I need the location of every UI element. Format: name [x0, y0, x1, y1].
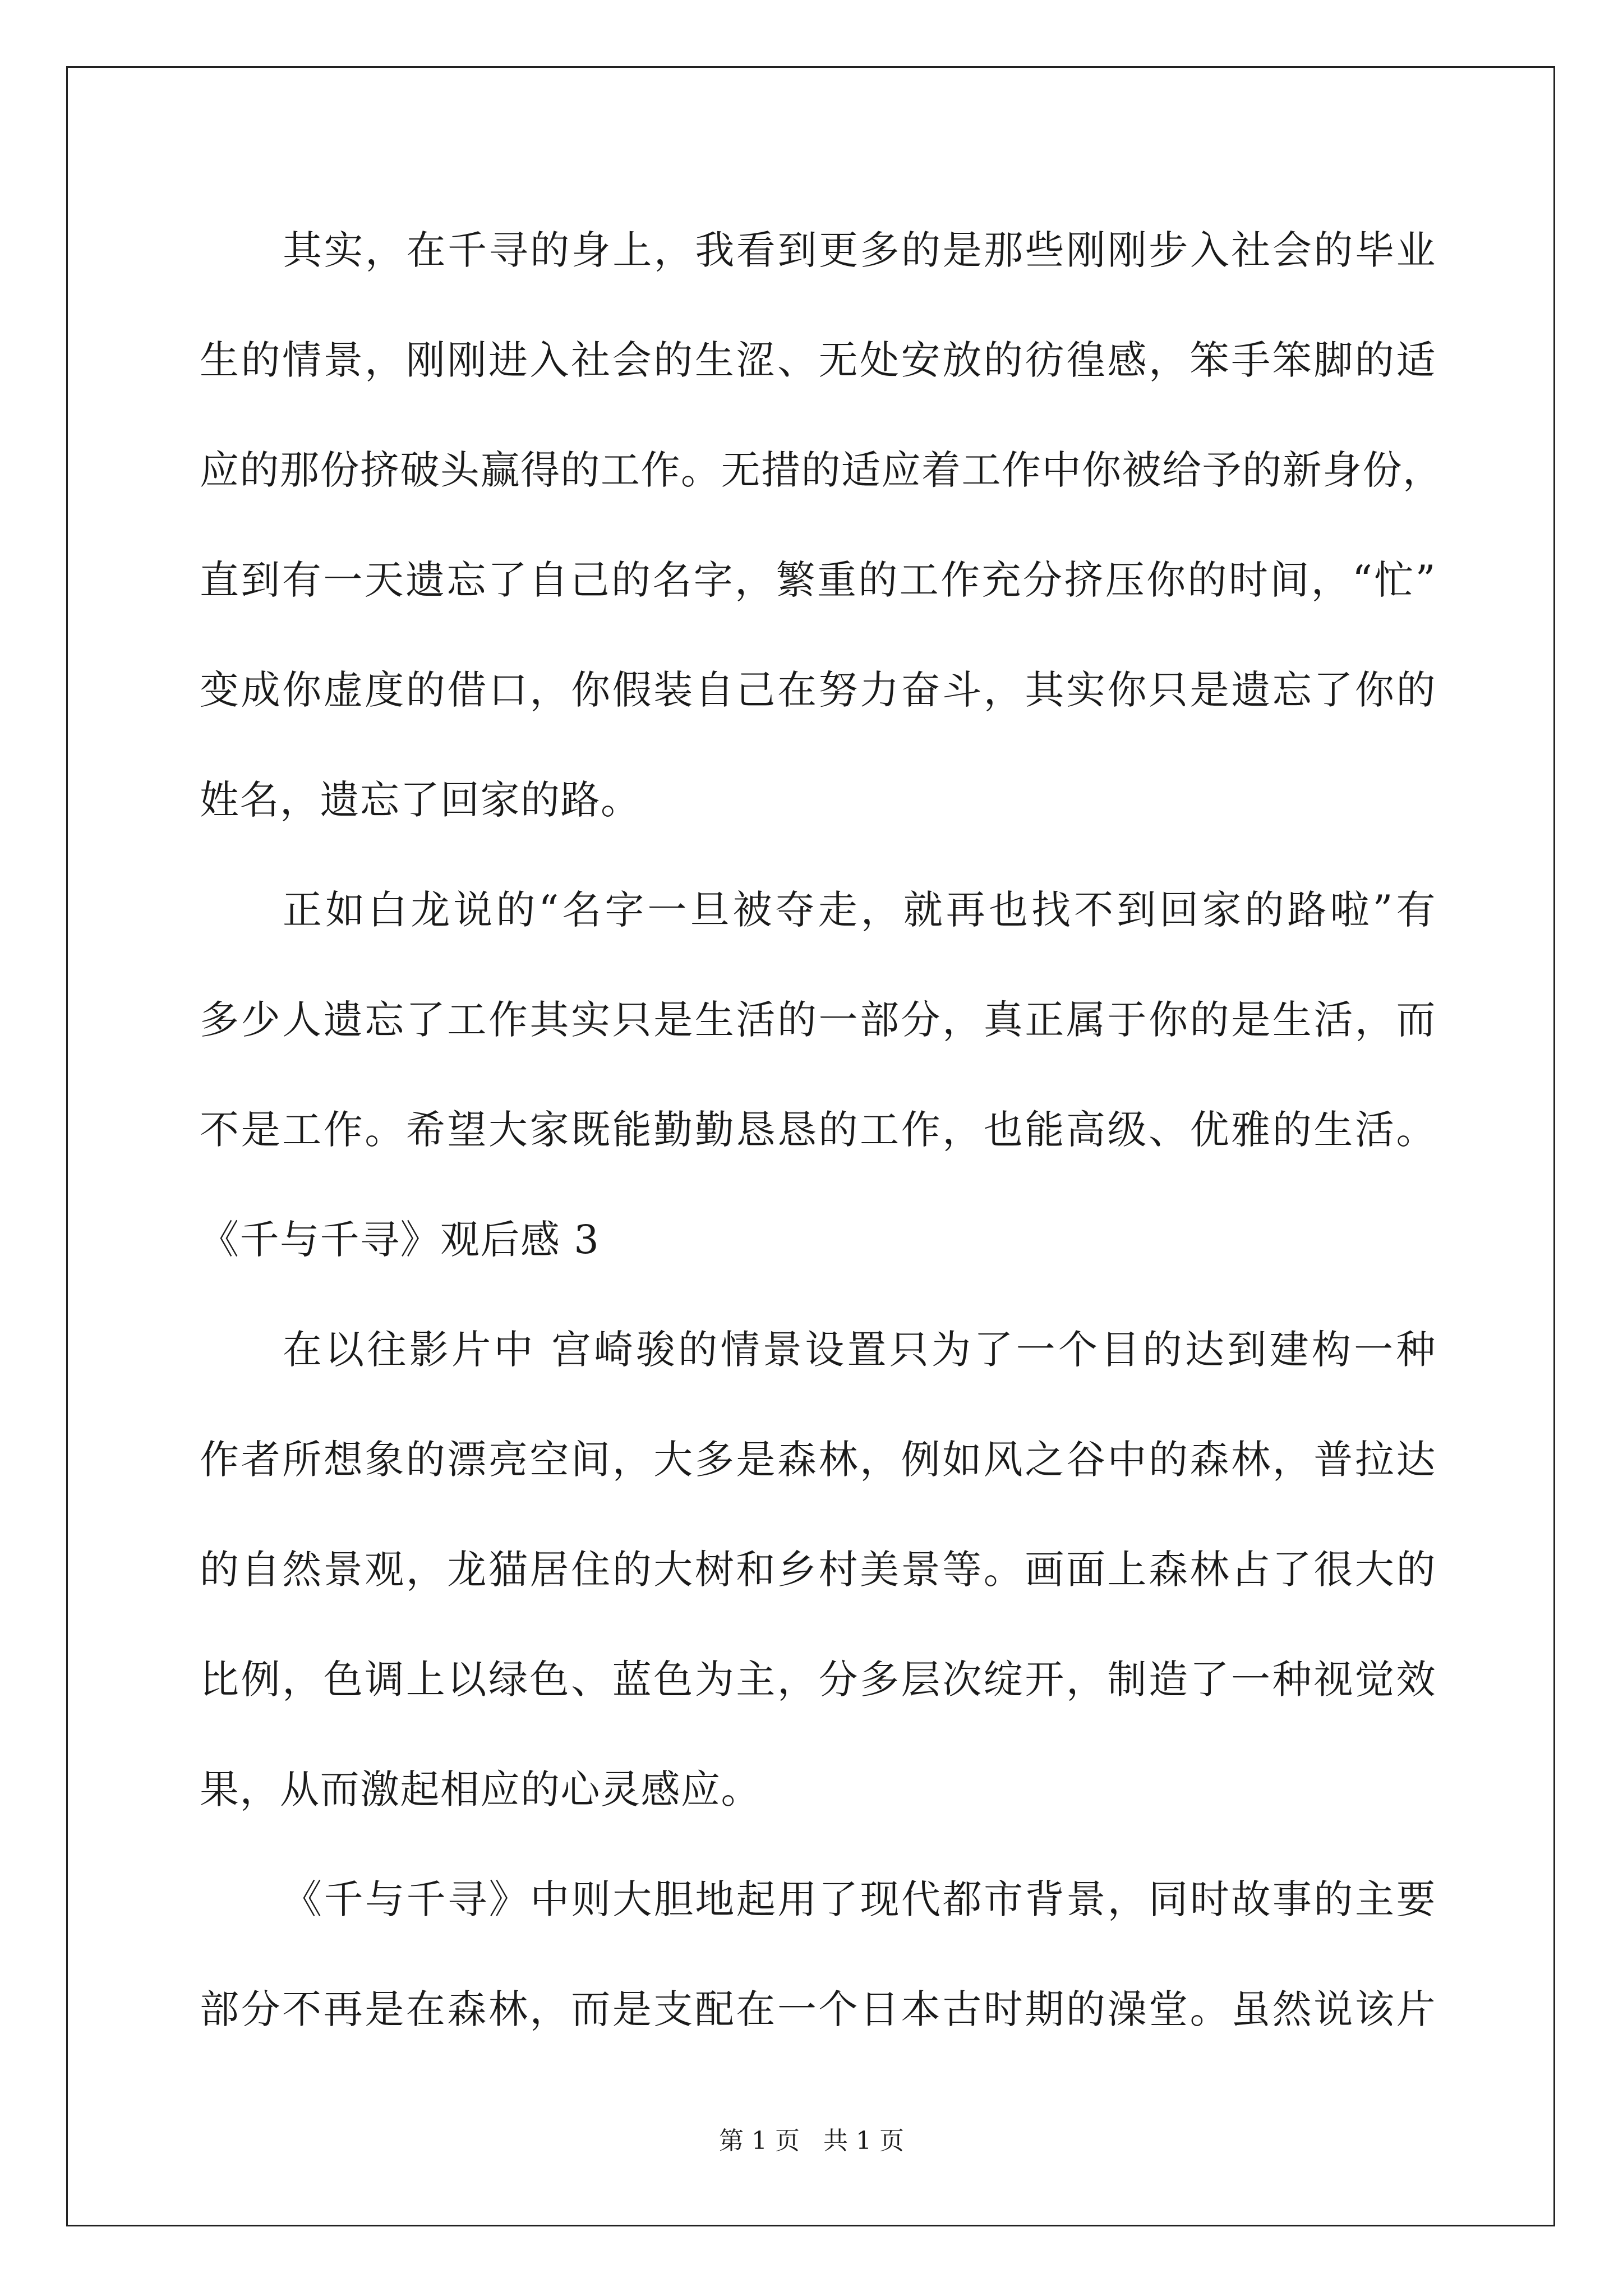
document-body	[200, 219, 1443, 2088]
paragraph-line: 不是工作。希望大家既能勤勤恳恳的工作，也能高级、优雅的生活。	[200, 1107, 1436, 1153]
paragraph-line: 变成你虚度的借口，你假装自己在努力奋斗，其实你只是遗忘了你的	[200, 667, 1436, 713]
paragraph-line: 姓名，遗忘了回家的路。	[200, 777, 641, 823]
paragraph-line: 多少人遗忘了工作其实只是生活的一部分，真正属于你的是生活，而	[200, 997, 1436, 1043]
paragraph-line: 《千与千寻》中则大胆地起用了现代都市背景，同时故事的主要	[283, 1876, 1436, 1922]
paragraph-line: 其实，在千寻的身上，我看到更多的是那些刚刚步入社会的毕业	[283, 227, 1436, 273]
paragraph-line: 比例，色调上以绿色、蓝色为主，分多层次绽开，制造了一种视觉效	[200, 1657, 1436, 1703]
paragraph-line: 正如白龙说的“名字一旦被夺走，就再也找不到回家的路啦”有	[283, 887, 1436, 933]
paragraph-line: 在以往影片中 宫崎骏的情景设置只为了一个目的达到建构一种	[283, 1327, 1436, 1373]
paragraph-line: 生的情景，刚刚进入社会的生涩、无处安放的彷徨感，笨手笨脚的适	[200, 337, 1436, 383]
paragraph-line: 部分不再是在森林，而是支配在一个日本古时期的澡堂。虽然说该片	[200, 1986, 1436, 2032]
paragraph-line: 直到有一天遗忘了自己的名字，繁重的工作充分挤压你的时间，“忙”	[200, 557, 1436, 603]
paragraph-line: 果，从而激起相应的心灵感应。	[200, 1766, 761, 1812]
paragraph-line: 应的那份挤破头赢得的工作。无措的适应着工作中你被给予的新身份，	[200, 447, 1443, 493]
section-heading: 《千与千寻》观后感 3	[200, 1217, 600, 1263]
paragraph-line: 作者所想象的漂亮空间，大多是森林，例如风之谷中的森林，普拉达	[200, 1437, 1436, 1483]
page-footer	[0, 2120, 1623, 2156]
page-number: 第 1 页 共 1 页	[719, 2127, 904, 2155]
paragraph-line: 的自然景观，龙猫居住的大树和乡村美景等。画面上森林占了很大的	[200, 1547, 1436, 1593]
